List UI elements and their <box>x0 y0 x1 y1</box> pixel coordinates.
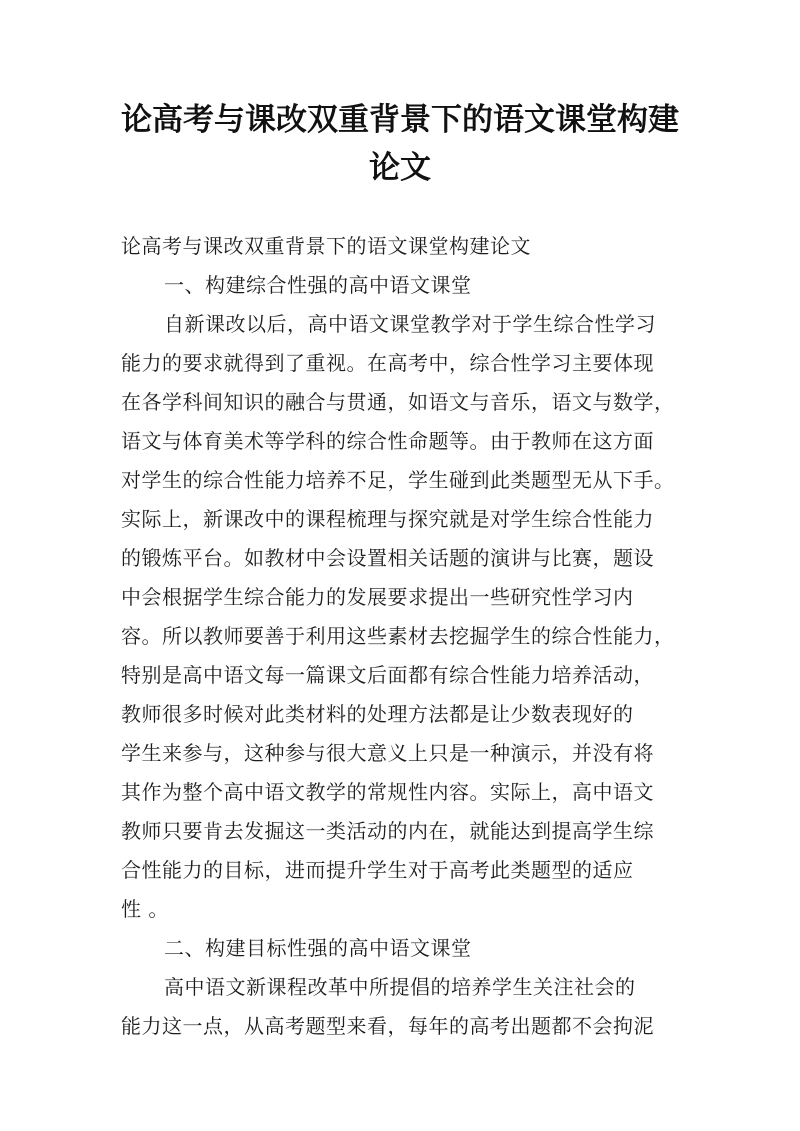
paragraph-line: 合性能力的目标，进而提升学生对于高考此类题型的适应 <box>121 858 634 882</box>
paragraph-line: 教师很多时候对此类材料的处理方法都是让少数表现好的 <box>121 702 634 726</box>
section-heading: 一、构建综合性强的高中语文课堂 <box>164 273 472 297</box>
paragraph-line: 对学生的综合性能力培养不足，学生碰到此类题型无从下手。 <box>121 468 675 492</box>
paragraph-line: 性 。 <box>121 897 169 921</box>
paragraph-line: 其作为整个高中语文教学的常规性内容。实际上，高中语文 <box>121 780 654 804</box>
paragraph-line: 语文与体育美术等学科的综合性命题等。由于教师在这方面 <box>121 429 654 453</box>
document-title <box>100 96 700 192</box>
body-line: 论高考与课改双重背景下的语文课堂构建论文 <box>121 234 531 258</box>
title-line-1: 论高考与课改双重背景下的语文课堂构建 <box>121 102 679 138</box>
paragraph-line: 自新课改以后，高中语文课堂教学对于学生综合性学习 <box>164 312 656 336</box>
paragraph-line: 高中语文新课程改革中所提倡的培养学生关注社会的 <box>164 975 636 999</box>
paragraph-line: 中会根据学生综合能力的发展要求提出一些研究性学习内 <box>121 585 634 609</box>
paragraph-line: 教师只要肯去发掘这一类活动的内在，就能达到提高学生综 <box>121 819 654 843</box>
paragraph-line: 在各学科间知识的融合与贯通，如语文与音乐，语文与数学， <box>121 390 675 414</box>
paragraph-line: 能力这一点，从高考题型来看，每年的高考出题都不会拘泥 <box>121 1014 654 1038</box>
paragraph-line: 特别是高中语文每一篇课文后面都有综合性能力培养活动， <box>121 663 654 687</box>
section-heading: 二、构建目标性强的高中语文课堂 <box>164 936 472 960</box>
paragraph-line: 容。所以教师要善于利用这些素材去挖掘学生的综合性能力， <box>121 624 675 648</box>
title-line-2: 论文 <box>369 150 431 186</box>
paragraph-line: 学生来参与，这种参与很大意义上只是一种演示，并没有将 <box>121 741 654 765</box>
paragraph-line: 实际上，新课改中的课程梳理与探究就是对学生综合性能力 <box>121 507 654 531</box>
document-body <box>121 227 689 1046</box>
paragraph-line: 能力的要求就得到了重视。在高考中，综合性学习主要体现 <box>121 351 654 375</box>
paragraph-line: 的锻炼平台。如教材中会设置相关话题的演讲与比赛，题设 <box>121 546 654 570</box>
